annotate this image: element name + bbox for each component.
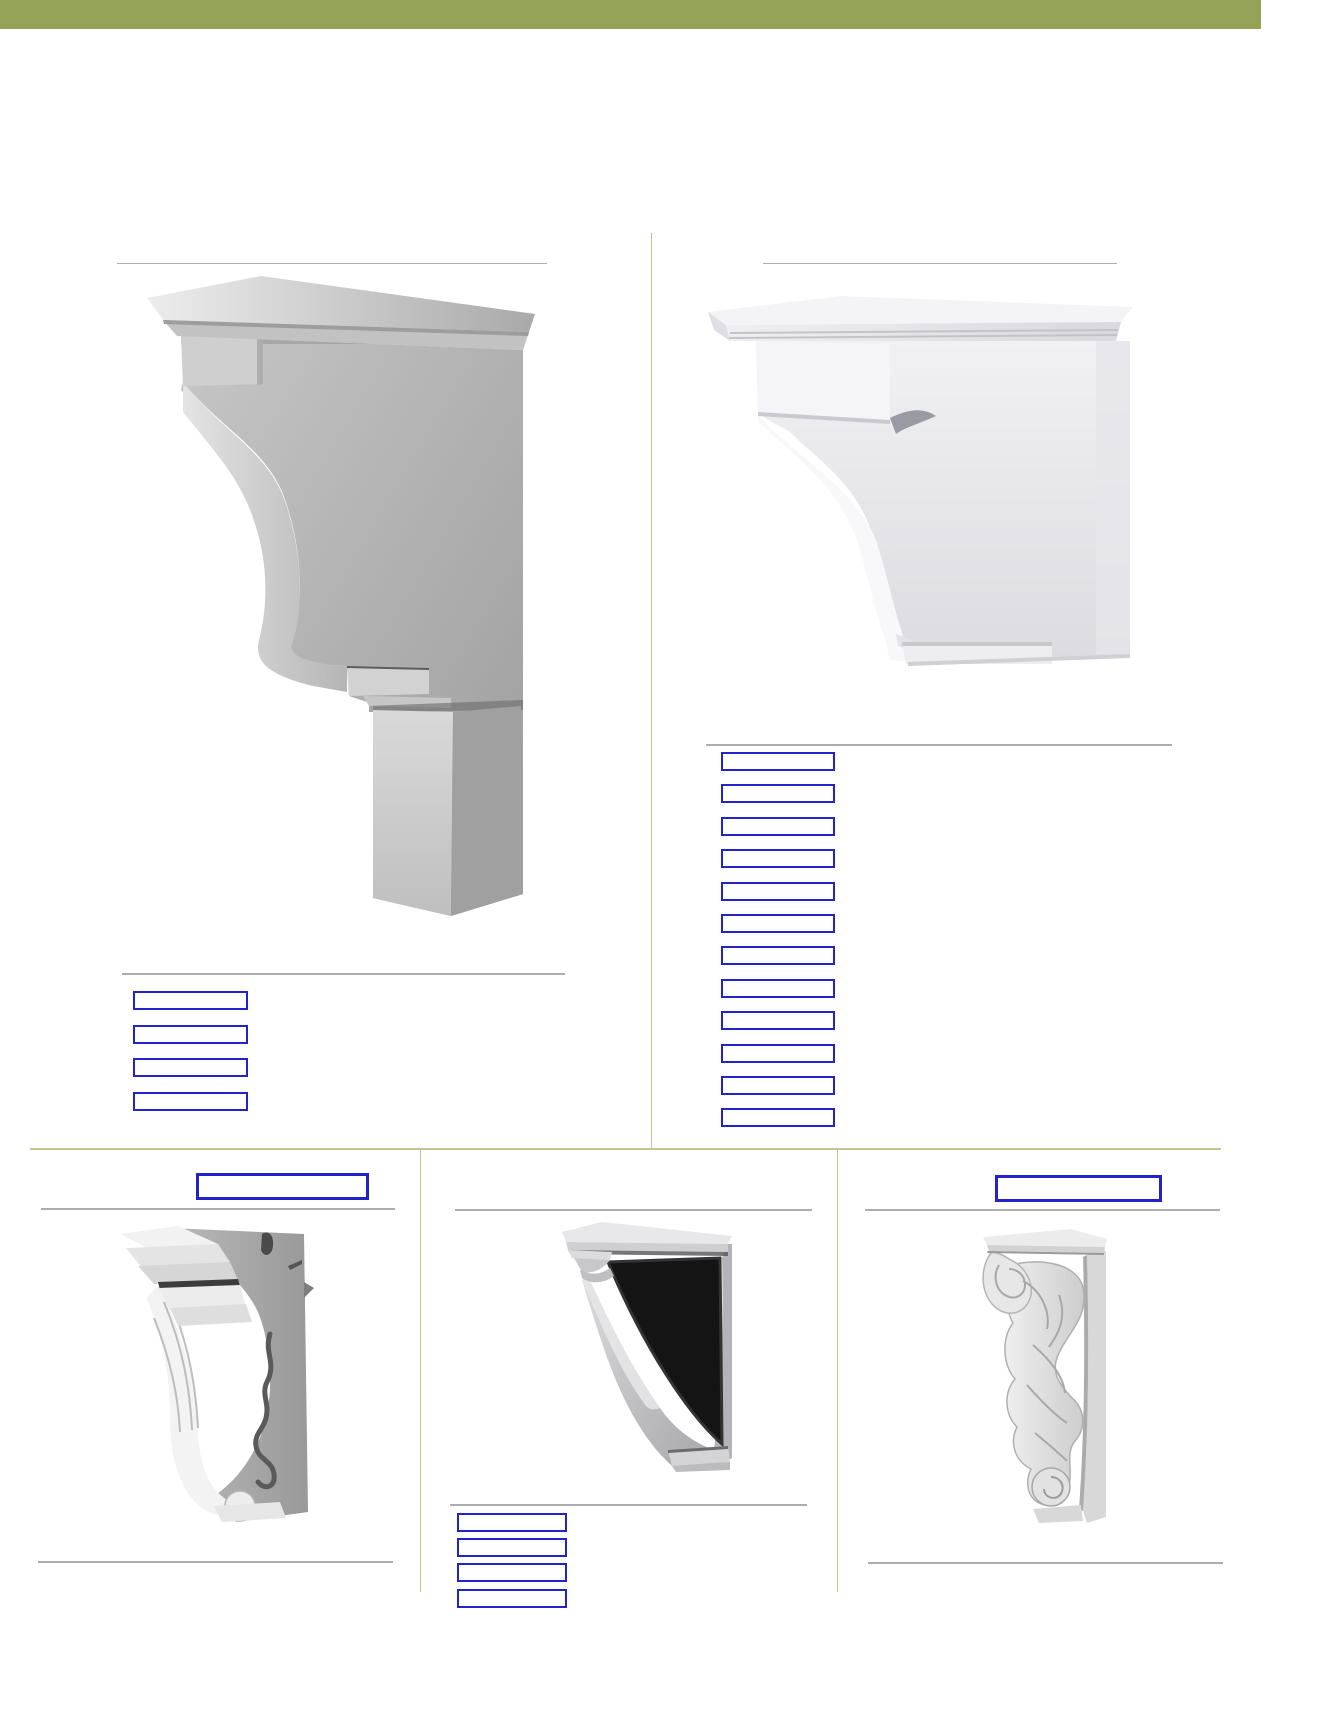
bottom-right-vertical-divider [837,1150,838,1592]
bottom-left-link-box[interactable] [196,1173,369,1200]
spec-field[interactable] [133,1025,248,1044]
bottom-left-vertical-divider [420,1150,421,1592]
header-band [0,0,1261,29]
horizontal-section-divider [30,1148,1221,1150]
top-right-corbel-image [700,292,1140,670]
bottom-middle-spec-fields [457,1513,567,1608]
rule-below-bottom-middle-product [450,1504,807,1506]
spec-field[interactable] [133,1058,248,1077]
rule-above-bottom-middle-product [455,1209,812,1211]
rule-below-top-right-product [706,744,1172,746]
rule-above-bottom-right-product [865,1209,1220,1211]
rule-below-top-left-product [122,973,565,975]
spec-field[interactable] [721,817,835,836]
rule-above-top-right-product [763,263,1117,264]
bottom-middle-corbel-image [552,1218,742,1473]
top-section-vertical-divider [651,233,652,1149]
top-right-spec-fields [721,752,835,1127]
spec-field[interactable] [721,882,835,901]
top-left-corbel-image [133,272,538,920]
spec-field[interactable] [721,979,835,998]
spec-field[interactable] [721,849,835,868]
spec-field[interactable] [721,1044,835,1063]
top-left-spec-fields [133,991,248,1111]
spec-field[interactable] [457,1589,567,1608]
bottom-right-link-box[interactable] [995,1175,1162,1202]
spec-field[interactable] [133,1092,248,1111]
spec-field[interactable] [721,1108,835,1127]
rule-below-bottom-right-product [868,1562,1223,1564]
spec-field[interactable] [457,1563,567,1582]
spec-field[interactable] [721,1011,835,1030]
spec-field[interactable] [721,914,835,933]
bottom-left-corbel-image [118,1222,318,1524]
spec-field[interactable] [457,1513,567,1532]
spec-field[interactable] [721,946,835,965]
rule-above-top-left-product [117,263,547,264]
spec-field[interactable] [457,1538,567,1557]
spec-field[interactable] [721,1076,835,1095]
rule-above-bottom-left-product [41,1208,395,1210]
bottom-right-corbel-image [975,1225,1115,1525]
spec-field[interactable] [133,991,248,1010]
spec-field[interactable] [721,784,835,803]
spec-field[interactable] [721,752,835,771]
rule-below-bottom-left-product [38,1561,393,1563]
